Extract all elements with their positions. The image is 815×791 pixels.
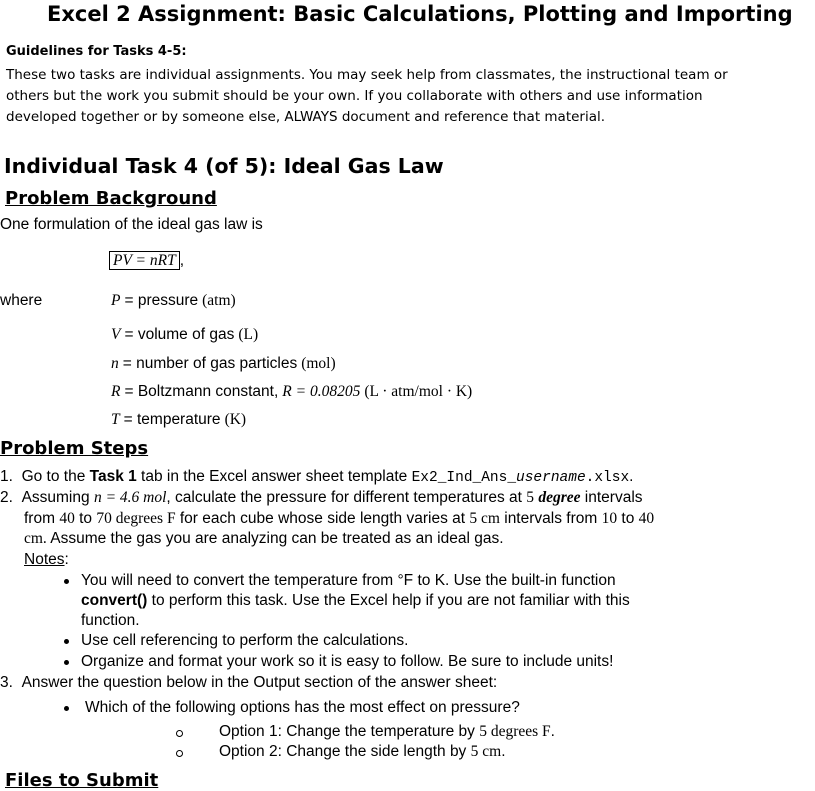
guidelines-heading: Guidelines for Tasks 4-5: — [6, 44, 187, 59]
background-intro: One formulation of the ideal gas law is — [0, 216, 263, 233]
circle-bullet-icon — [176, 730, 183, 737]
circle-bullet-icon — [176, 750, 183, 757]
question: Which of the following options has the most effect on pressure? — [85, 699, 520, 716]
notes-label: Notes: — [24, 551, 69, 568]
background-heading: Problem Background — [5, 188, 217, 209]
note-1-line-3: function. — [81, 612, 140, 629]
bullet-icon — [64, 660, 69, 665]
step-2-line-2: from 40 to 70 degrees F for each cube whose side length varies at 5 cm intervals from 10 to 40 — [24, 510, 655, 527]
page-title: Excel 2 Assignment: Basic Calculations, Plotting and Importing — [47, 2, 793, 26]
equation-box: PV = nRT — [109, 251, 180, 270]
option-1: Option 1: Change the temperature by 5 degrees F. — [219, 723, 555, 740]
where-label: where — [0, 292, 43, 309]
step-1: 1. Go to the Task 1 tab in the Excel answer sheet template Ex2_Ind_Ans_username.xlsx. — [0, 468, 634, 486]
template-filename: Ex2_Ind_Ans_username.xlsx — [411, 470, 630, 486]
bullet-icon — [64, 706, 69, 711]
variable-p: P = pressure (atm) — [111, 292, 236, 309]
steps-heading: Problem Steps — [0, 438, 149, 459]
task-heading: Individual Task 4 (of 5): Ideal Gas Law — [4, 154, 444, 178]
ideal-gas-equation: PV = nRT , — [109, 252, 184, 270]
files-heading: Files to Submit — [5, 770, 159, 791]
variable-n: n = number of gas particles (mol) — [111, 355, 336, 372]
note-2: Use cell referencing to perform the calculations. — [81, 632, 409, 649]
step-2-line-3: cm. Assume the gas you are analyzing can be treated as an ideal gas. — [24, 530, 504, 547]
bullet-icon — [64, 579, 69, 584]
note-3: Organize and format your work so it is easy to follow. Be sure to include units! — [81, 653, 614, 670]
note-1-line-2: convert() to perform this task. Use the Excel help if you are not familiar with this — [81, 592, 630, 609]
step-2-line-1: 2. Assuming n = 4.6 mol, calculate the pressure for different temperatures at 5 degree intervals — [0, 489, 643, 506]
variable-t: T = temperature (K) — [111, 411, 247, 428]
option-2: Option 2: Change the side length by 5 cm. — [219, 743, 506, 760]
variable-v: V = volume of gas (L) — [111, 326, 259, 343]
guidelines-line-2: others but the work you submit should be your own. If you collaborate with others and use information — [6, 88, 703, 104]
guidelines-line-3: developed together or by someone else, ALWAYS document and reference that material. — [6, 109, 606, 125]
bullet-icon — [64, 639, 69, 644]
step-3: 3. Answer the question below in the Output section of the answer sheet: — [0, 674, 498, 691]
note-1-line-1: You will need to convert the temperature from °F to K. Use the built-in function — [81, 572, 616, 589]
variable-r: R = Boltzmann constant, R = 0.08205 (L · atm/mol · K) — [111, 383, 473, 400]
guidelines-line-1: These two tasks are individual assignments. You may seek help from classmates, the instructional team or — [6, 67, 728, 83]
